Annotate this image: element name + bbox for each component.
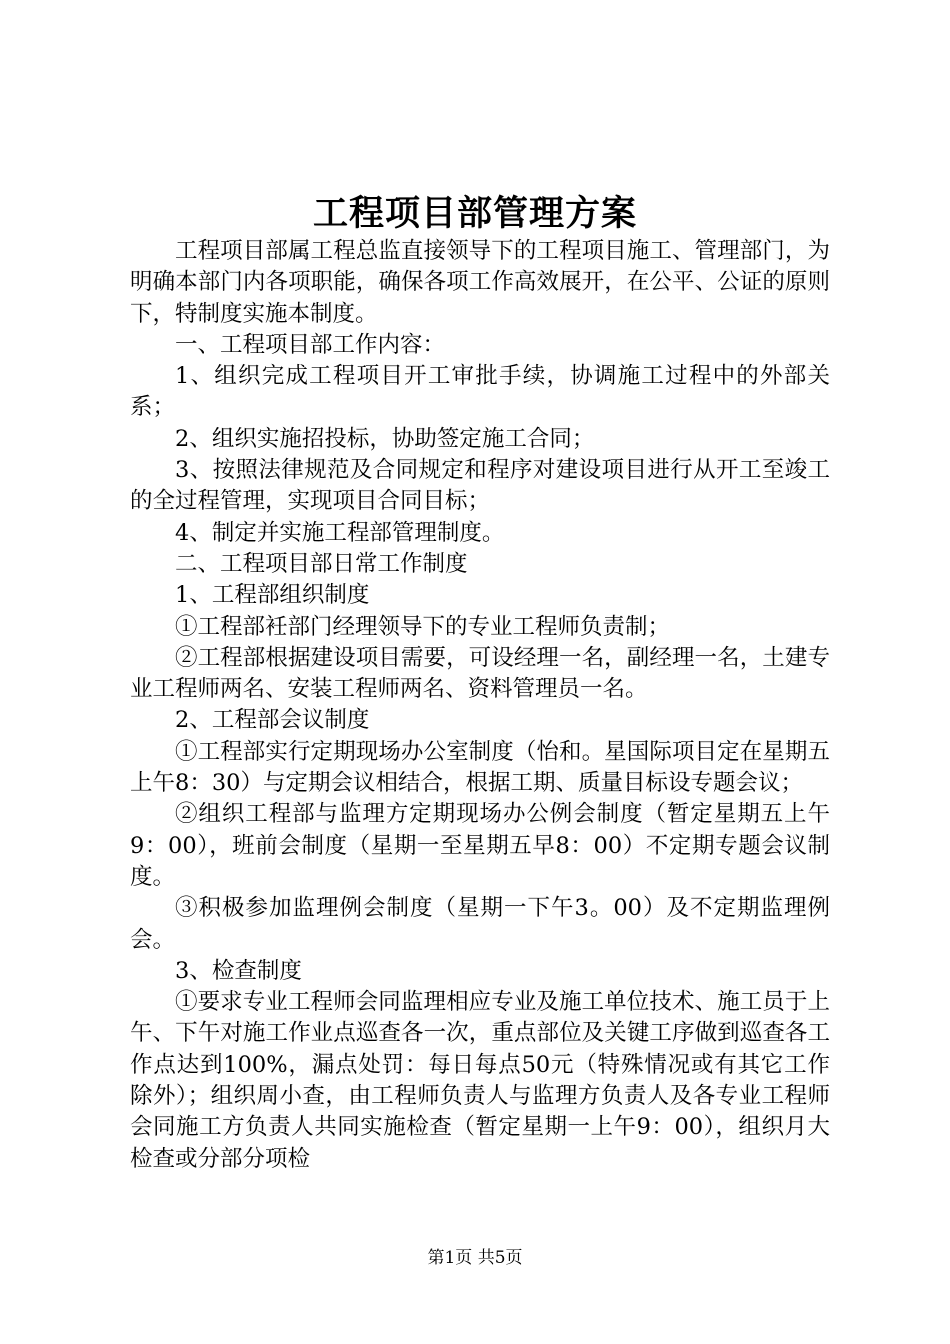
paragraph: 一、工程项目部工作内容： <box>175 331 446 358</box>
paragraph: 3、检查制度 <box>175 957 302 984</box>
paragraph: 1、工程部组织制度 <box>175 582 370 609</box>
paragraph: ③积极参加监理例会制度（星期一下午3。00）及不定期监理例会。 <box>130 895 830 953</box>
paragraph: 3、按照法律规范及合同规定和程序对建设项目进行从开工至竣工的全过程管理，实现项目合同目标； <box>130 457 830 515</box>
paragraph: 二、工程项目部日常工作制度 <box>175 550 468 577</box>
document-body <box>130 236 830 1175</box>
paragraph: ①工程部衽部门经理领导下的专业工程师负责制； <box>175 613 671 640</box>
paragraph: 4、制定并实施工程部管理制度。 <box>175 519 505 546</box>
document-title: 工程项目部管理方案 <box>312 193 637 234</box>
page-footer: 第1页 共5页 <box>427 1248 523 1268</box>
paragraph: ②工程部根据建设项目需要，可设经理一名，副经理一名，土建专业工程师两名、安装工程师两名、资料管理员一名。 <box>130 644 830 703</box>
paragraph: 1、组织完成工程项目开工审批手续，协调施工过程中的外部关系； <box>130 363 830 421</box>
paragraph: 2、组织实施招投标，协助签定施工合同； <box>175 425 595 452</box>
paragraph: 工程项目部属工程总监直接领导下的工程项目施工、管理部门，为明确本部门内各项职能，确保各项工作高效展开，在公平、公证的原则下，特制度实施本制度。 <box>130 238 830 327</box>
paragraph: ①要求专业工程师会同监理相应专业及施工单位技术、施工员于上午、下午对施工作业点巡查各一次，重点部位及关键工序做到巡查各工作点达到100%，漏点处罚：每日每点50元（特殊情况或有其它工作除外）；组织周小查，由工程师负责人与监理方负责人及各专业工程师会同施工方负责人共同实施检查（暂定星期一上午9：00），组织月大检查或分部分项检 <box>130 989 830 1172</box>
paragraph: ①工程部实行定期现场办公室制度（怡和。星国际项目定在星期五上午8：30）与定期会议相结合，根据工期、质量目标设专题会议； <box>130 738 830 797</box>
paragraph: ②组织工程部与监理方定期现场办公例会制度（暂定星期五上午9：00），班前会制度（星期一至星期五早8：00）不定期专题会议制度。 <box>130 801 830 890</box>
paragraph: 2、工程部会议制度 <box>175 707 370 734</box>
